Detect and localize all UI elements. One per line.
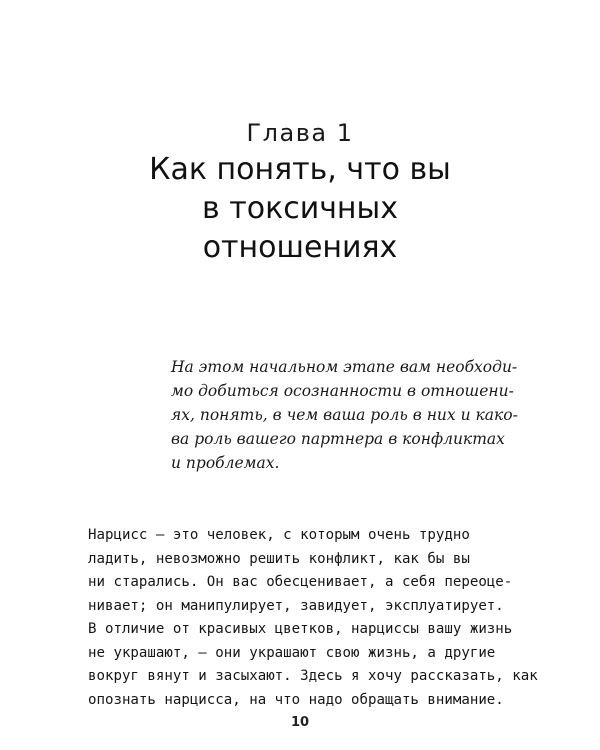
- epigraph-line: На этом начальном этапе вам необходи-: [171, 358, 518, 376]
- body-line: Нарцисс — это человек, с которым очень трудно: [88, 527, 470, 543]
- chapter-title-line: в токсичных: [202, 191, 398, 226]
- epigraph-line: ва роль вашего партнера в конфликтах: [171, 430, 505, 448]
- body-line: опознать нарцисса, на что надо обращать внимание.: [88, 691, 504, 708]
- epigraph: [171, 355, 518, 475]
- chapter-label: Глава 1: [246, 119, 354, 147]
- body-line: нивает; он манипулирует, завидует, эксплуатирует.: [88, 597, 504, 614]
- chapter-title-line: Как понять, что вы: [149, 152, 451, 187]
- epigraph-line: мо добиться осознанности в отношени-: [171, 382, 514, 400]
- chapter-title-line: отношениях: [202, 230, 398, 265]
- chapter-title: [0, 150, 600, 267]
- epigraph-line: и проблемах.: [171, 454, 280, 472]
- body-line: ни старались. Он вас обесценивает, а себя переоце-: [88, 574, 513, 590]
- body-line: ладить, невозможно решить конфликт, как бы вы: [88, 550, 470, 567]
- epigraph-line: ях, понять, в чем ваша роль в них и како-: [171, 406, 518, 424]
- body-line: В отличие от красивых цветков, нарциссы вашу жизнь: [88, 621, 513, 637]
- body-line: вокруг вянут и засыхают. Здесь я хочу рассказать, как: [88, 668, 538, 684]
- body-line: не украшают, — они украшают свою жизнь, а другие: [88, 644, 496, 661]
- page-number: 10: [290, 715, 310, 730]
- body-paragraph: [88, 524, 538, 712]
